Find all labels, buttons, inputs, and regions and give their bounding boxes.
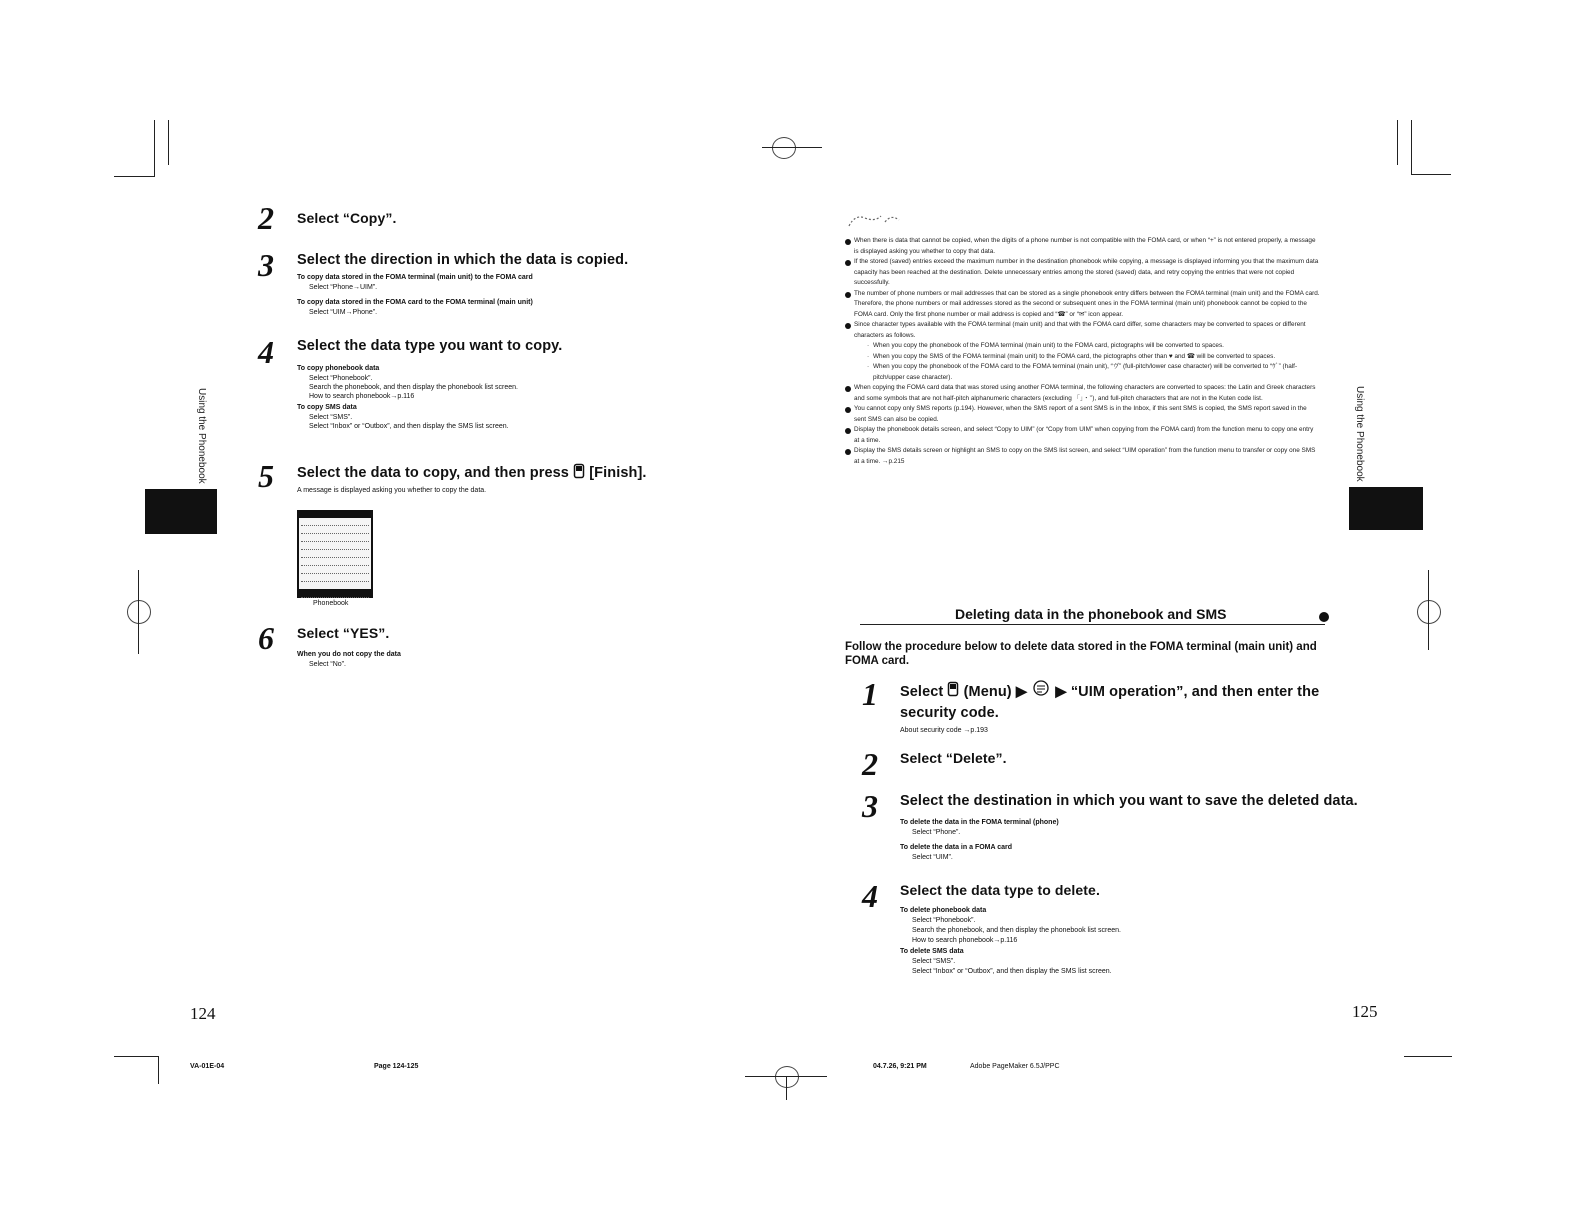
crop-mark xyxy=(114,176,154,177)
step-number: 4 xyxy=(258,334,274,370)
registration-mark xyxy=(138,570,139,654)
menu-key-icon xyxy=(947,681,959,703)
crop-mark xyxy=(1397,120,1398,165)
settings-menu-icon xyxy=(1031,680,1051,704)
note-item: When there is data that cannot be copied, when the digits of a phone number is not compatible with the FOMA card, or when “+” is not entered properly, a message is displayed asking you whether to copy that data. xyxy=(845,236,1320,257)
crop-mark xyxy=(1404,1056,1452,1057)
step-heading-text: “UIM operation”, and then enter the security code. xyxy=(900,683,1320,721)
side-label-left: Using the Phonebook xyxy=(196,388,207,484)
step-heading-text: (Menu) xyxy=(963,683,1012,700)
instruction-text: A message is displayed asking you whether to copy the data. xyxy=(297,487,487,494)
thumb-index-tab xyxy=(1349,487,1423,530)
page-number-right: 125 xyxy=(1352,1002,1378,1021)
crop-mark xyxy=(154,120,155,177)
instruction-label: To delete SMS data xyxy=(900,948,964,955)
crop-mark xyxy=(114,1056,159,1057)
step-number: 4 xyxy=(862,878,878,914)
instruction-text: Select “Phonebook”. xyxy=(309,375,373,382)
note-item: You cannot copy only SMS reports (p.194). However, when the SMS report of a sent SMS is in the Inbox, if this sent SMS is copied, the SMS report saved in the sent SMS can also be copied. xyxy=(845,404,1320,425)
footer-doc-id: VA-01E-04 xyxy=(190,1063,225,1070)
arrow-icon: ▶ xyxy=(1015,683,1028,700)
instruction-text: How to search phonebook→p.116 xyxy=(309,393,415,400)
section-divider xyxy=(860,624,1325,625)
note-item: Since character types available with the FOMA terminal (main unit) and that with the FOMA card differ, some characters may be converted to spaces or different characters as follows. xyxy=(845,320,1320,341)
note-subitem: · When you copy the phonebook of the FOMA card to the FOMA terminal (main unit), “ヴ” (full-pitch/lower case character) will be converted to “ｳﾞ” (half-pitch/upper case character). xyxy=(845,362,1320,383)
note-subitem: · When you copy the SMS of the FOMA terminal (main unit) to the FOMA card, the pictographs other than ♥ and ☎ will be converted to spaces. xyxy=(845,352,1320,363)
step-heading: Select the data type you want to copy. xyxy=(297,338,563,354)
footer-date: 04.7.26, 9:21 PM xyxy=(873,1063,927,1070)
step-heading: Select “Copy”. xyxy=(297,210,397,226)
step-heading-suffix: [Finish]. xyxy=(589,464,647,481)
registration-mark xyxy=(127,600,151,624)
footer-app: Adobe PageMaker 6.5J/PPC xyxy=(970,1063,1060,1070)
registration-mark xyxy=(1417,600,1441,624)
step-heading-text: Select xyxy=(900,683,944,700)
instruction-label: To copy data stored in the FOMA card to the FOMA terminal (main unit) xyxy=(297,299,533,306)
instruction-text: Search the phonebook, and then display the phonebook list screen. xyxy=(912,927,1121,934)
instruction-text: Select “No”. xyxy=(309,661,346,668)
step-heading: Select the destination in which you want to save the deleted data. xyxy=(900,793,1358,809)
step-heading: Select the direction in which the data is copied. xyxy=(297,252,629,268)
instruction-text: Select “Phone”. xyxy=(912,829,961,836)
crop-mark xyxy=(1411,120,1412,175)
instruction-label: To delete the data in the FOMA terminal (phone) xyxy=(900,819,1059,826)
step-number: 5 xyxy=(258,458,274,494)
registration-mark xyxy=(1428,570,1429,650)
thumb-index-tab xyxy=(145,489,217,534)
registration-mark xyxy=(786,1076,787,1100)
instruction-text: Select “UIM→Phone”. xyxy=(309,309,378,316)
section-title: Deleting data in the phonebook and SMS xyxy=(955,606,1227,622)
phonebook-screen-image xyxy=(297,510,373,598)
instruction-text: Select “SMS”. xyxy=(309,414,353,421)
note-item: The number of phone numbers or mail addresses that can be stored as a single phonebook entry differs between the FOMA terminal (main unit) and the FOMA card. Therefore, the phone numbers or mail addresses stored as the second or subsequent ones in the FOMA terminal (main unit) phonebook cannot be copied to the FOMA card. Only the first phone number or mail address is copied and “☎” or “✉” icon appear. xyxy=(845,289,1320,321)
footer-page-range: Page 124-125 xyxy=(374,1063,419,1070)
step-number: 1 xyxy=(862,676,878,712)
step-heading: Select the data type to delete. xyxy=(900,882,1100,898)
instruction-text: Select “Inbox” or “Outbox”, and then display the SMS list screen. xyxy=(309,423,509,430)
step-heading xyxy=(297,463,647,483)
section-end-dot xyxy=(1319,612,1329,622)
instruction-text: Select “Phonebook”. xyxy=(912,917,976,924)
step-heading: Select “Delete”. xyxy=(900,750,1007,766)
side-label-right: Using the Phonebook xyxy=(1354,386,1365,482)
instruction-text: About security code →p.193 xyxy=(900,727,988,734)
instruction-label: To delete phonebook data xyxy=(900,907,987,914)
step-number: 2 xyxy=(862,746,878,782)
crop-mark xyxy=(158,1056,159,1084)
instruction-label: To copy phonebook data xyxy=(297,365,380,372)
step-number: 6 xyxy=(258,620,274,656)
note-item: Display the phonebook details screen, and select “Copy to UIM” (or “Copy from UIM” when copying from the FOMA card) from the function menu to copy one entry at a time. xyxy=(845,425,1320,446)
note-subitem: · When you copy the phonebook of the FOMA terminal (main unit) to the FOMA card, pictographs will be converted to spaces. xyxy=(845,341,1320,352)
crop-mark xyxy=(168,120,169,165)
instruction-label: When you do not copy the data xyxy=(297,651,401,658)
instruction-text: Select “Inbox” or “Outbox”, and then display the SMS list screen. xyxy=(912,968,1112,975)
instruction-text: Select “Phone→UIM”. xyxy=(309,284,378,291)
step-heading xyxy=(900,680,1320,723)
note-item: When copying the FOMA card data that was stored using another FOMA terminal, the following characters are converted to spaces: the Latin and Greek characters and some symbols that are not half-pitch alphanumeric characters (excluding 「」・’’), and full-pitch characters that are not in the Kuten code list. xyxy=(845,383,1320,404)
step-number: 3 xyxy=(258,247,274,283)
instruction-label: To delete the data in a FOMA card xyxy=(900,844,1013,851)
note-item: If the stored (saved) entries exceed the maximum number in the destination phonebook while copying, a message is displayed informing you that the maximum data capacity has been reached at the destination. Delete unnecessary entries among the stored (saved) data, and retry copying the entries that were not copied successfully. xyxy=(845,257,1320,289)
notes-list xyxy=(845,236,1320,467)
note-icon xyxy=(845,210,955,230)
arrow-icon: ▶ xyxy=(1055,683,1067,700)
crop-mark xyxy=(1411,174,1451,175)
instruction-text: Select “SMS”. xyxy=(912,958,956,965)
instruction-text: Search the phonebook, and then display the phonebook list screen. xyxy=(309,384,518,391)
step-number: 2 xyxy=(258,200,274,236)
instruction-label: To copy data stored in the FOMA terminal (main unit) to the FOMA card xyxy=(297,274,533,281)
step-heading: Select “YES”. xyxy=(297,625,390,641)
registration-mark xyxy=(772,137,796,159)
registration-mark xyxy=(762,147,822,148)
instruction-text: Select “UIM”. xyxy=(912,854,953,861)
note-item: Display the SMS details screen or highlight an SMS to copy on the SMS list screen, and select “UIM operation” from the function menu to transfer or copy one SMS at a time. →p.215 xyxy=(845,446,1320,467)
finish-key-icon xyxy=(573,463,585,483)
page-number-left: 124 xyxy=(190,1004,216,1023)
instruction-label: To copy SMS data xyxy=(297,404,357,411)
screen-caption: Phonebook xyxy=(313,600,349,607)
step-heading-text: Select the data to copy, and then press xyxy=(297,464,569,481)
registration-mark xyxy=(775,1066,799,1088)
step-number: 3 xyxy=(862,788,878,824)
section-intro: Follow the procedure below to delete data stored in the FOMA terminal (main unit) and FOMA card. xyxy=(845,641,1317,667)
instruction-text: How to search phonebook→p.116 xyxy=(912,937,1018,944)
